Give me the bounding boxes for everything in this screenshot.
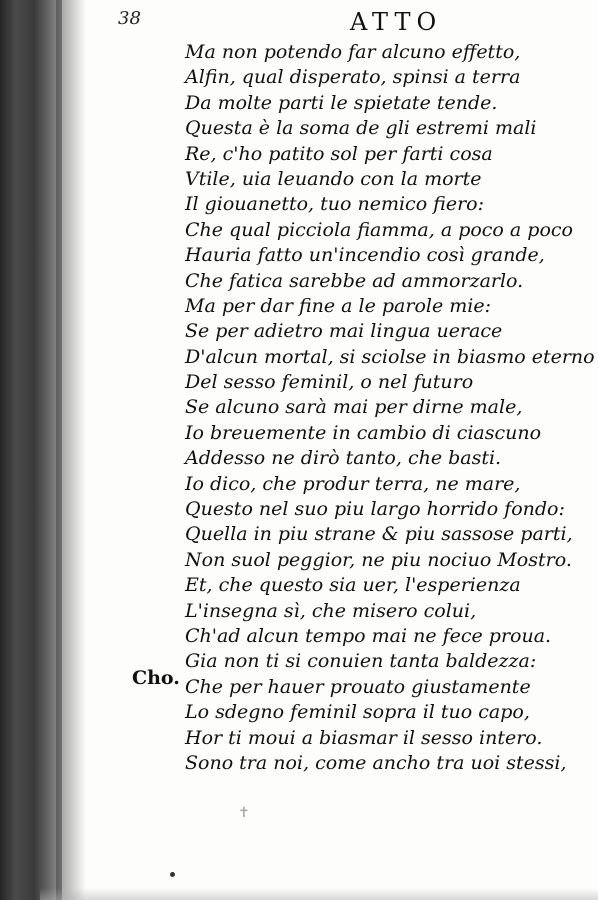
verse-line: D'alcun mortal, si sciolse in biasmo eterno: [185, 345, 595, 368]
running-title: ATTO: [350, 8, 443, 36]
verse-line: Alfin, qual disperato, spinsi a terra: [185, 66, 521, 89]
verse-line: Io breuemente in cambio di ciascuno: [185, 421, 542, 444]
verse-line: Quella in piu strane & piu sassose parti,: [185, 523, 573, 546]
verse-line: Questa è la soma de gli estremi mali: [185, 117, 537, 140]
ink-smudge: ✝: [238, 805, 250, 821]
verse-line: Vtile, uia leuando con la morte: [185, 167, 482, 190]
verse-line: Il giouanetto, tuo nemico fiero:: [185, 193, 485, 216]
verse-line: Ma per dar fine a le parole mie:: [185, 294, 491, 317]
verse-line: Del sesso feminil, o nel futuro: [185, 371, 474, 394]
running-head: [60, 0, 598, 38]
verse-line: Ch'ad alcun tempo mai ne fece proua.: [185, 624, 552, 647]
verse-line: Che per hauer prouato giustamente: [185, 675, 531, 698]
verse-line: Re, c'ho patito sol per farti cosa: [185, 142, 493, 165]
verse-line: Che fatica sarebbe ad ammorzarlo.: [185, 269, 524, 292]
verse-line: Lo sdegno feminil sopra il tuo capo,: [185, 701, 530, 724]
ink-dot: [170, 872, 175, 877]
verse-line: Hor ti moui a biasmar il sesso intero.: [185, 726, 543, 749]
verse-line: Non suol peggior, ne piu nociuo Mostro.: [185, 548, 572, 571]
verse-line: Da molte parti le spietate tende.: [185, 91, 498, 114]
verse-line: Ma non potendo far alcuno effetto,: [185, 41, 521, 63]
verse-line: Gia non ti si conuien tanta baldezza:: [185, 650, 537, 673]
verse-line: Che qual picciola fiamma, a poco a poco: [185, 218, 573, 241]
page-bottom-edge: [40, 888, 598, 900]
verse-line: L'insegna sì, che misero colui,: [185, 599, 477, 622]
verse-line: Addesso ne dirò tanto, che basti.: [185, 447, 502, 470]
verse-line: Et, che questo sia uer, l'esperienza: [185, 574, 521, 597]
verse-line: Se alcuno sarà mai per dirne male,: [185, 396, 523, 419]
verse-line: Hauria fatto un'incendio così grande,: [185, 244, 545, 267]
verse-line: Se per adietro mai lingua uerace: [185, 320, 503, 343]
verse-text: [185, 40, 595, 776]
verse-line: Questo nel suo piu largo horrido fondo:: [185, 498, 565, 521]
book-spine: [0, 0, 62, 900]
page-number: 38: [118, 8, 141, 29]
gutter-shadow: [56, 0, 86, 900]
speaker-label: Cho.: [132, 667, 180, 689]
verse-line: Io dico, che produr terra, ne mare,: [185, 472, 521, 495]
verse-line: Sono tra noi, come ancho tra uoi stessi,: [185, 751, 567, 774]
